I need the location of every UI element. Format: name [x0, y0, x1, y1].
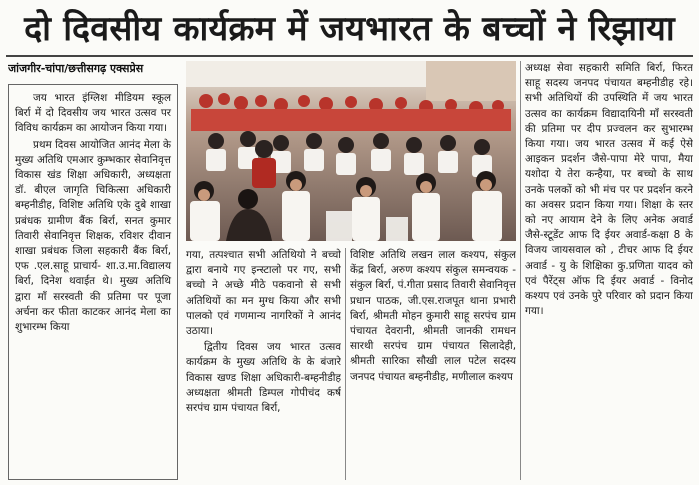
paragraph: अध्यक्ष सेवा सहकारी समिति बिर्रा, फिरत साहू सदस्य जनपद पंचायत बम्हनीडीह रहे। सभी अतिथियों की उपस्थिति में जय भारत उत्सव का कार्यक्रम विद्यादायिनी माँ सरस्वती की प्रतिमा पर दीप प्रज्वलन कर सुभारम्भ किया गया। जय भारत उत्सव में कई ऐसे आइकन प्रदर्शन जैसे-पापा मेरे पापा, मैया यशोदा ये तेरा कन्हैया, पर बच्चो के साथ उनके पलकों को भी मंच पर पर प्रदर्शन करने का अवसर प्रदान किया गया। शिक्षा के स्तर को नए आयाम देने के लिए अनेक अवार्ड जैसे-स्टूडेंट आफ दि ईयर अवार्ड-कक्षा 8 के विजय जायसवाल को , टीचर आफ दि ईयर अवार्ड - यु के शिक्षिका कु.प्रणिता यादव को एवं पैरेंट्स ऑफ दि ईयर अवार्ड - विनोद कश्यप एवं उनके पुरे परिवार को प्रदान किया गया। [525, 62, 693, 318]
article-column-1 [8, 84, 178, 480]
paragraph: द्वितीय दिवस जय भारत उत्सव कार्यक्रम के मुख्य अतिथि के के बंजारे विकास खण्ड शिक्षा अधिकारी-बम्हनीडीह अध्यक्षता श्रीमती डिम्पल गोपीचंद कर्ष सरपंच ग्राम पंचायत बिर्रा, [186, 341, 341, 415]
paragraph: प्रथम दिवस आयोजित आनंद मेला के मुख्य अतिथि एमआर कुम्भकार सेवानिवृत्त विकास खंड शिक्षा अधिकारी, अध्यक्षता डॉ. बीएल जागृति चिकित्सा अधिकारी बम्हनीडीह, विशिष्ट अतिथि एके दुबे शाखा प्रबंधक ग्रामीण बैंक बिर्रा, सनत कुमार तिवारी सेवानिवृत्त शिक्षक, रविशर दीवान शाखा प्रबंधक जिला सहकारी बैंक बिर्रा, एफ .एल.साहू प्राचार्य- शा.उ.मा.विद्यालय बिर्रा, दिनेश थवाईत थे। मुख्य अतिथि द्वारा माँ सरस्वती की प्रतिमा पर पूजा अर्चना कर फीता काटकर आनंद मेला का शुभारम्भ किया [15, 138, 171, 334]
column-divider [520, 61, 521, 480]
paragraph: विशिष्ट अतिथि लखन लाल कश्यप, संकुल केंद्र बिर्रा, अरुण कश्यप संकुल समन्वयक - संकुल बिर्रा, पं.गीता प्रसाद तिवारी सेवानिवृत्त प्रधान पाठक, जी.एस.राजपूत थाना प्रभारी बिर्रा, श्रीमती मोहन कुमारी साहू सरपंच ग्राम पंचायत देवरानी, श्रीमती जानकी रामधन सारथी सरपंच ग्राम पंचायत सिलादेही, श्रीमती सारिका सौखी लाल पटेल सदस्य जनपद पंचायत बम्हनीडीह, मणीलाल कश्यप [350, 249, 516, 383]
article-column-4 [525, 61, 693, 480]
paragraph: गया, तत्पश्चात सभी अतिथियो ने बच्चो द्वारा बनाये गए इन्स्टालो पर गए, सभी बच्चो ने अच्छे मीठे पकवानो से सभी अतिथियों का मन मुग्ध किया और सभी पालको एवं गणमान्य नागरिकों ने आनंद उठाया। [186, 249, 341, 338]
article-column-2 [186, 248, 341, 480]
article-column-3 [350, 248, 516, 480]
group-photo-children-seated [186, 61, 516, 241]
column-divider [345, 248, 346, 480]
headline-rule [6, 55, 693, 57]
headline: दो दिवसीय कार्यक्रम में जयभारत के बच्चों ने रिझाया [24, 9, 675, 49]
paragraph: जय भारत इंग्लिश मीडियम स्कूल बिर्रा में दो दिवसीय जय भारत उत्सव पर विविध कार्यक्रम का आयोजन किया गया। [15, 92, 171, 135]
dateline: जांजगीर-चांपा/छत्तीसगढ़ एक्सप्रेस [8, 62, 144, 75]
